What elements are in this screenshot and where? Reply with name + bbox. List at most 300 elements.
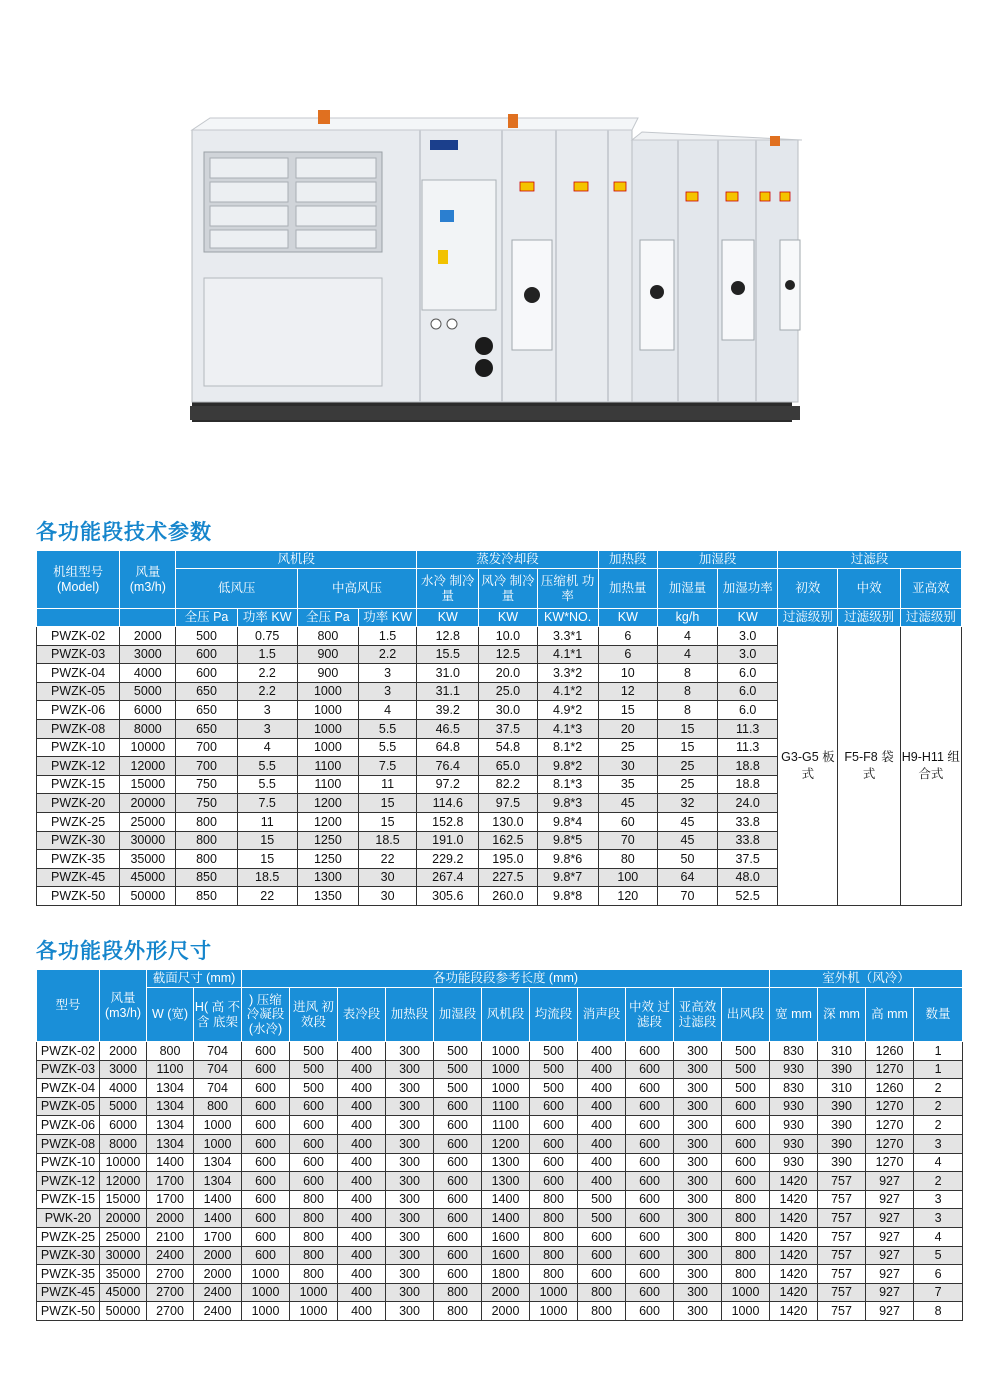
table-cell: 300 bbox=[674, 1134, 722, 1153]
table-cell: 757 bbox=[818, 1246, 866, 1265]
table-cell: 1304 bbox=[147, 1097, 194, 1116]
table-cell: 70 bbox=[657, 887, 717, 906]
table-cell: 11.3 bbox=[718, 719, 778, 738]
table-cell: 1304 bbox=[147, 1134, 194, 1153]
table-cell: 1420 bbox=[770, 1283, 818, 1302]
table-cell: 600 bbox=[722, 1172, 770, 1191]
table-cell: 400 bbox=[578, 1060, 626, 1079]
table-cell: 2000 bbox=[482, 1283, 530, 1302]
table-cell: 500 bbox=[176, 627, 237, 646]
table-cell: 5000 bbox=[120, 682, 176, 701]
table-cell: 300 bbox=[674, 1097, 722, 1116]
table-cell: 2000 bbox=[100, 1042, 147, 1061]
table-cell: 1000 bbox=[290, 1283, 338, 1302]
table-cell: 9.8*3 bbox=[537, 794, 598, 813]
table-cell: 20 bbox=[598, 719, 657, 738]
table-cell: 1420 bbox=[770, 1246, 818, 1265]
table-cell: 3.3*1 bbox=[537, 627, 598, 646]
table-cell: 300 bbox=[386, 1265, 434, 1284]
header-low-pressure: 低风压 bbox=[176, 569, 297, 609]
table-cell: 4.1*2 bbox=[537, 682, 598, 701]
table-cell: 1270 bbox=[866, 1116, 914, 1135]
table-cell: 70 bbox=[598, 831, 657, 850]
unit-kw: KW bbox=[598, 609, 657, 627]
table-cell: 152.8 bbox=[417, 812, 479, 831]
table-cell: 227.5 bbox=[479, 868, 537, 887]
table-cell: 600 bbox=[578, 1246, 626, 1265]
header-subhigh-filter: 亚高效 bbox=[900, 569, 961, 609]
table-cell: 25 bbox=[598, 738, 657, 757]
table-cell: PWZK-15 bbox=[37, 1190, 100, 1209]
table-cell: 600 bbox=[242, 1042, 290, 1061]
table-cell: 800 bbox=[530, 1227, 578, 1246]
table-cell: 800 bbox=[290, 1227, 338, 1246]
table-cell: 1420 bbox=[770, 1302, 818, 1321]
table-cell: 830 bbox=[770, 1042, 818, 1061]
unit-filter-level: 过滤级别 bbox=[778, 609, 838, 627]
table-cell: PWZK-10 bbox=[37, 1153, 100, 1172]
table-cell: 4 bbox=[914, 1153, 963, 1172]
table-cell: 9.8*2 bbox=[537, 757, 598, 776]
table-cell: 9.8*7 bbox=[537, 868, 598, 887]
table-cell: 1300 bbox=[482, 1172, 530, 1191]
table-row bbox=[37, 1060, 963, 1079]
table-cell: 4 bbox=[914, 1227, 963, 1246]
header-humidify-qty: 加湿量 bbox=[657, 569, 717, 609]
table-cell: 97.2 bbox=[417, 775, 479, 794]
table-cell: 3 bbox=[358, 682, 416, 701]
table-cell: 800 bbox=[578, 1283, 626, 1302]
table-cell: 300 bbox=[674, 1153, 722, 1172]
table-cell: PWZK-25 bbox=[37, 812, 120, 831]
table-cell: 400 bbox=[338, 1209, 386, 1228]
table-cell: 2 bbox=[914, 1172, 963, 1191]
table-cell: 2 bbox=[914, 1079, 963, 1098]
table-cell: 2.2 bbox=[358, 645, 416, 664]
table-cell: PWZK-04 bbox=[37, 1079, 100, 1098]
table-cell: 1350 bbox=[297, 887, 358, 906]
table-cell: 1200 bbox=[482, 1134, 530, 1153]
table-cell: 757 bbox=[818, 1302, 866, 1321]
table-cell: 5 bbox=[914, 1246, 963, 1265]
table-cell: 5.5 bbox=[237, 775, 297, 794]
table-cell: 704 bbox=[194, 1079, 242, 1098]
table-cell: 1700 bbox=[147, 1190, 194, 1209]
table-cell: 229.2 bbox=[417, 850, 479, 869]
table-cell: 600 bbox=[626, 1097, 674, 1116]
table-cell: 30000 bbox=[120, 831, 176, 850]
table-row bbox=[37, 1227, 963, 1246]
table-cell: 800 bbox=[290, 1209, 338, 1228]
table-cell: 900 bbox=[297, 645, 358, 664]
table-cell: 310 bbox=[818, 1042, 866, 1061]
table-cell: 1.5 bbox=[237, 645, 297, 664]
table-cell: 310 bbox=[818, 1079, 866, 1098]
table-cell: 3 bbox=[914, 1209, 963, 1228]
table-cell: 37.5 bbox=[479, 719, 537, 738]
table-cell: 930 bbox=[770, 1153, 818, 1172]
header-airflow: 风量 (m3/h) bbox=[120, 551, 176, 609]
table-cell: 4 bbox=[657, 627, 717, 646]
table-cell: 8000 bbox=[120, 719, 176, 738]
table-cell: 50000 bbox=[120, 887, 176, 906]
table-cell: PWZK-12 bbox=[37, 757, 120, 776]
table-cell: PWZK-12 bbox=[37, 1172, 100, 1191]
header-surface-cooler: 表冷段 bbox=[338, 988, 386, 1042]
header-width: W (宽) bbox=[147, 988, 194, 1042]
table-cell: 1304 bbox=[147, 1116, 194, 1135]
table-cell: 1304 bbox=[194, 1153, 242, 1172]
table-cell: 1.5 bbox=[358, 627, 416, 646]
table-cell: 390 bbox=[818, 1116, 866, 1135]
table-cell: 927 bbox=[866, 1265, 914, 1284]
table-cell: 800 bbox=[176, 831, 237, 850]
table-cell: 930 bbox=[770, 1116, 818, 1135]
table-cell: 82.2 bbox=[479, 775, 537, 794]
table-cell: 750 bbox=[176, 794, 237, 813]
table-cell: PWZK-35 bbox=[37, 1265, 100, 1284]
table-cell: PWZK-10 bbox=[37, 738, 120, 757]
table-cell: PWZK-15 bbox=[37, 775, 120, 794]
table-cell: 5000 bbox=[100, 1097, 147, 1116]
table-cell: 24.0 bbox=[718, 794, 778, 813]
unit-filter-level: 过滤级别 bbox=[838, 609, 900, 627]
table-cell: 32 bbox=[657, 794, 717, 813]
table-cell: 600 bbox=[626, 1246, 674, 1265]
table-cell: 195.0 bbox=[479, 850, 537, 869]
table-row bbox=[37, 1302, 963, 1321]
table-cell: 15 bbox=[657, 738, 717, 757]
table-cell: 4 bbox=[657, 645, 717, 664]
table-cell: 1270 bbox=[866, 1153, 914, 1172]
table-cell: 600 bbox=[290, 1134, 338, 1153]
table-cell: 1400 bbox=[482, 1190, 530, 1209]
table-cell: 850 bbox=[176, 887, 237, 906]
header-airflow: 风量 (m3/h) bbox=[100, 970, 147, 1042]
table-cell: 390 bbox=[818, 1060, 866, 1079]
table-cell: 10 bbox=[598, 664, 657, 683]
table-cell: 1000 bbox=[194, 1116, 242, 1135]
table-cell: PWZK-04 bbox=[37, 664, 120, 683]
table-cell: 8 bbox=[657, 701, 717, 720]
table-cell: 600 bbox=[626, 1283, 674, 1302]
unit-kw: KW bbox=[718, 609, 778, 627]
header-outlet: 出风段 bbox=[722, 988, 770, 1042]
header-filter-section: 过滤段 bbox=[778, 551, 962, 569]
header-heating-section: 加热段 bbox=[598, 551, 657, 569]
table-cell: 600 bbox=[434, 1097, 482, 1116]
table-cell: 3 bbox=[914, 1134, 963, 1153]
table-cell: 1000 bbox=[722, 1283, 770, 1302]
unit-kw: 功率 KW bbox=[237, 609, 297, 627]
table-cell: 400 bbox=[338, 1097, 386, 1116]
table-cell: 8000 bbox=[100, 1134, 147, 1153]
table-cell: 400 bbox=[578, 1042, 626, 1061]
header-humidify-section: 加湿段 bbox=[657, 551, 777, 569]
table-row bbox=[37, 1190, 963, 1209]
header-section-size: 截面尺寸 (mm) bbox=[147, 970, 242, 988]
table-cell: 6000 bbox=[100, 1116, 147, 1135]
table-cell: PWZK-06 bbox=[37, 1116, 100, 1135]
table-cell: 2700 bbox=[147, 1283, 194, 1302]
table-cell: 3000 bbox=[120, 645, 176, 664]
table-cell: 12.5 bbox=[479, 645, 537, 664]
table-cell: PWZK-02 bbox=[37, 1042, 100, 1061]
table-cell: 757 bbox=[818, 1190, 866, 1209]
table-cell: 45 bbox=[598, 794, 657, 813]
table-cell: 18.8 bbox=[718, 757, 778, 776]
table-cell: 12000 bbox=[120, 757, 176, 776]
table-cell: 1 bbox=[914, 1060, 963, 1079]
table-cell: 35000 bbox=[120, 850, 176, 869]
table-cell: 3.3*2 bbox=[537, 664, 598, 683]
table-row bbox=[37, 1134, 963, 1153]
table-cell: 2400 bbox=[194, 1283, 242, 1302]
table-cell: 31.0 bbox=[417, 664, 479, 683]
table-cell: 600 bbox=[242, 1172, 290, 1191]
table-cell: 25 bbox=[657, 757, 717, 776]
table-cell: 800 bbox=[530, 1209, 578, 1228]
table-cell: 500 bbox=[530, 1042, 578, 1061]
table-cell: 2000 bbox=[482, 1302, 530, 1321]
table-cell: 500 bbox=[530, 1060, 578, 1079]
table-cell: 2700 bbox=[147, 1265, 194, 1284]
header-outdoor-width: 宽 mm bbox=[770, 988, 818, 1042]
table-cell: 2000 bbox=[194, 1265, 242, 1284]
table-cell: 300 bbox=[386, 1283, 434, 1302]
table-cell: 1000 bbox=[530, 1302, 578, 1321]
table-cell: 1420 bbox=[770, 1265, 818, 1284]
table-cell: 260.0 bbox=[479, 887, 537, 906]
table-cell: 1600 bbox=[482, 1227, 530, 1246]
table-cell: 600 bbox=[530, 1172, 578, 1191]
table-row bbox=[37, 1153, 963, 1172]
table-cell: 600 bbox=[626, 1265, 674, 1284]
header-mixing: 均流段 bbox=[530, 988, 578, 1042]
table-cell: 300 bbox=[386, 1042, 434, 1061]
table-cell: PWZK-35 bbox=[37, 850, 120, 869]
table-cell: 300 bbox=[674, 1042, 722, 1061]
table-cell: PWZK-50 bbox=[37, 1302, 100, 1321]
header-air-cooling: 风冷 制冷量 bbox=[479, 569, 537, 609]
unit-kw: KW bbox=[479, 609, 537, 627]
table-cell: 400 bbox=[338, 1134, 386, 1153]
table-cell: 400 bbox=[578, 1153, 626, 1172]
table-cell: 400 bbox=[578, 1134, 626, 1153]
table-cell: 757 bbox=[818, 1172, 866, 1191]
table-cell: PWZK-50 bbox=[37, 887, 120, 906]
table-cell: 1000 bbox=[297, 719, 358, 738]
table-cell: 25000 bbox=[120, 812, 176, 831]
filter-spec-cell: F5-F8 袋式 bbox=[838, 627, 900, 906]
table-cell: 1000 bbox=[722, 1302, 770, 1321]
table-cell: 300 bbox=[386, 1134, 434, 1153]
table-cell: 500 bbox=[290, 1060, 338, 1079]
table-cell: 12.8 bbox=[417, 627, 479, 646]
table-cell: 600 bbox=[176, 664, 237, 683]
table-cell: 1260 bbox=[866, 1079, 914, 1098]
header-quantity: 数量 bbox=[914, 988, 963, 1042]
table-cell: 1400 bbox=[147, 1153, 194, 1172]
table-cell: 4 bbox=[358, 701, 416, 720]
table-cell: 80 bbox=[598, 850, 657, 869]
header-heating-capacity: 加热量 bbox=[598, 569, 657, 609]
table-cell: 390 bbox=[818, 1097, 866, 1116]
table-cell: 600 bbox=[242, 1097, 290, 1116]
table-cell: 50000 bbox=[100, 1302, 147, 1321]
table-cell: 1100 bbox=[297, 775, 358, 794]
table-cell: 600 bbox=[290, 1116, 338, 1135]
tech-params-table bbox=[36, 550, 962, 906]
table-cell: 757 bbox=[818, 1283, 866, 1302]
table-cell: 600 bbox=[434, 1227, 482, 1246]
header-midhigh-pressure: 中高风压 bbox=[297, 569, 416, 609]
table-cell: 5.5 bbox=[358, 738, 416, 757]
header-compressor: 压缩机 功率 bbox=[537, 569, 598, 609]
table-row bbox=[37, 627, 962, 646]
header-model: 机组型号 (Model) bbox=[37, 551, 120, 609]
table-cell: 500 bbox=[722, 1079, 770, 1098]
table-cell: PWZK-02 bbox=[37, 627, 120, 646]
table-cell: 600 bbox=[290, 1153, 338, 1172]
table-cell: 600 bbox=[626, 1190, 674, 1209]
table-cell: 500 bbox=[290, 1079, 338, 1098]
table-cell: 2.2 bbox=[237, 664, 297, 683]
table-cell: 500 bbox=[434, 1079, 482, 1098]
table-cell: 800 bbox=[176, 850, 237, 869]
table-cell: 7.5 bbox=[237, 794, 297, 813]
header-medium-filter: 中效 过滤段 bbox=[626, 988, 674, 1042]
table-cell: 800 bbox=[194, 1097, 242, 1116]
table-cell: 1420 bbox=[770, 1190, 818, 1209]
table-cell: 22 bbox=[358, 850, 416, 869]
table-cell: 35 bbox=[598, 775, 657, 794]
table-cell: 927 bbox=[866, 1246, 914, 1265]
table-cell: PWZK-05 bbox=[37, 682, 120, 701]
table-cell: 1200 bbox=[297, 794, 358, 813]
table-cell: 1000 bbox=[482, 1060, 530, 1079]
table-cell: 45 bbox=[657, 812, 717, 831]
table-cell: PWZK-45 bbox=[37, 1283, 100, 1302]
table-cell: 600 bbox=[242, 1060, 290, 1079]
header-water-cooling: 水冷 制冷量 bbox=[417, 569, 479, 609]
table-cell: 650 bbox=[176, 701, 237, 720]
table-cell: 15000 bbox=[100, 1190, 147, 1209]
table-cell: 800 bbox=[290, 1246, 338, 1265]
unit-kgh: kg/h bbox=[657, 609, 717, 627]
table-cell: 30.0 bbox=[479, 701, 537, 720]
table-cell: 4.9*2 bbox=[537, 701, 598, 720]
table-cell: 800 bbox=[147, 1042, 194, 1061]
table-cell: 600 bbox=[722, 1134, 770, 1153]
table-cell: 300 bbox=[386, 1227, 434, 1246]
table-cell: 48.0 bbox=[718, 868, 778, 887]
table-cell: 2 bbox=[914, 1116, 963, 1135]
unit-cell bbox=[37, 609, 120, 627]
table-cell: 800 bbox=[290, 1265, 338, 1284]
table-cell: 305.6 bbox=[417, 887, 479, 906]
table-cell: 1000 bbox=[482, 1079, 530, 1098]
table-cell: 930 bbox=[770, 1097, 818, 1116]
table-cell: 600 bbox=[242, 1209, 290, 1228]
table-cell: 600 bbox=[626, 1060, 674, 1079]
table-cell: PWZK-03 bbox=[37, 1060, 100, 1079]
table-cell: 2400 bbox=[194, 1302, 242, 1321]
table-cell: 52.5 bbox=[718, 887, 778, 906]
table-cell: 500 bbox=[722, 1042, 770, 1061]
table-cell: 927 bbox=[866, 1190, 914, 1209]
table-cell: 300 bbox=[674, 1079, 722, 1098]
table-cell: 2400 bbox=[147, 1246, 194, 1265]
unit-filter-level: 过滤级别 bbox=[900, 609, 961, 627]
table-cell: 600 bbox=[434, 1190, 482, 1209]
table-cell: 1100 bbox=[297, 757, 358, 776]
table-cell: 6 bbox=[598, 627, 657, 646]
header-section-lengths: 各功能段段参考长度 (mm) bbox=[242, 970, 770, 988]
table-cell: 3 bbox=[914, 1190, 963, 1209]
table-cell: 1 bbox=[914, 1042, 963, 1061]
table-cell: 757 bbox=[818, 1265, 866, 1284]
table-cell: 15 bbox=[237, 831, 297, 850]
table-cell: 45000 bbox=[120, 868, 176, 887]
table-cell: 31.1 bbox=[417, 682, 479, 701]
table-cell: 4 bbox=[237, 738, 297, 757]
table-cell: 30 bbox=[358, 887, 416, 906]
table-row bbox=[37, 1209, 963, 1228]
table-cell: 1420 bbox=[770, 1227, 818, 1246]
table-cell: 300 bbox=[674, 1283, 722, 1302]
table-cell: 500 bbox=[434, 1060, 482, 1079]
table-cell: PWZK-08 bbox=[37, 1134, 100, 1153]
table-cell: 300 bbox=[674, 1116, 722, 1135]
table-cell: 1000 bbox=[242, 1302, 290, 1321]
table-cell: 6000 bbox=[120, 701, 176, 720]
table-cell: 11 bbox=[358, 775, 416, 794]
table-cell: 400 bbox=[578, 1079, 626, 1098]
table-cell: 600 bbox=[626, 1227, 674, 1246]
table-cell: 191.0 bbox=[417, 831, 479, 850]
table-cell: 600 bbox=[722, 1116, 770, 1135]
table-cell: 1270 bbox=[866, 1097, 914, 1116]
table-cell: 400 bbox=[338, 1060, 386, 1079]
table-cell: 600 bbox=[626, 1116, 674, 1135]
table-cell: 800 bbox=[530, 1265, 578, 1284]
table-cell: 600 bbox=[434, 1134, 482, 1153]
header-silencer: 消声段 bbox=[578, 988, 626, 1042]
table-cell: 2100 bbox=[147, 1227, 194, 1246]
table-cell: PWZK-30 bbox=[37, 1246, 100, 1265]
table-cell: 1304 bbox=[147, 1079, 194, 1098]
table-cell: 2.2 bbox=[237, 682, 297, 701]
table-cell: 927 bbox=[866, 1209, 914, 1228]
table-cell: 300 bbox=[386, 1153, 434, 1172]
header-condenser: ) 压缩 冷凝段 (水冷) bbox=[242, 988, 290, 1042]
table-cell: 8 bbox=[657, 682, 717, 701]
table-cell: 20000 bbox=[100, 1209, 147, 1228]
table-cell: 600 bbox=[626, 1153, 674, 1172]
table-cell: 45 bbox=[657, 831, 717, 850]
header-model: 型号 bbox=[37, 970, 100, 1042]
table-cell: 300 bbox=[674, 1172, 722, 1191]
table-cell: 600 bbox=[242, 1190, 290, 1209]
table-cell: 37.5 bbox=[718, 850, 778, 869]
table-cell: 97.5 bbox=[479, 794, 537, 813]
table-cell: 400 bbox=[578, 1172, 626, 1191]
table-row bbox=[37, 1172, 963, 1191]
table-cell: 500 bbox=[530, 1079, 578, 1098]
table-cell: 54.8 bbox=[479, 738, 537, 757]
table-cell: 300 bbox=[386, 1060, 434, 1079]
